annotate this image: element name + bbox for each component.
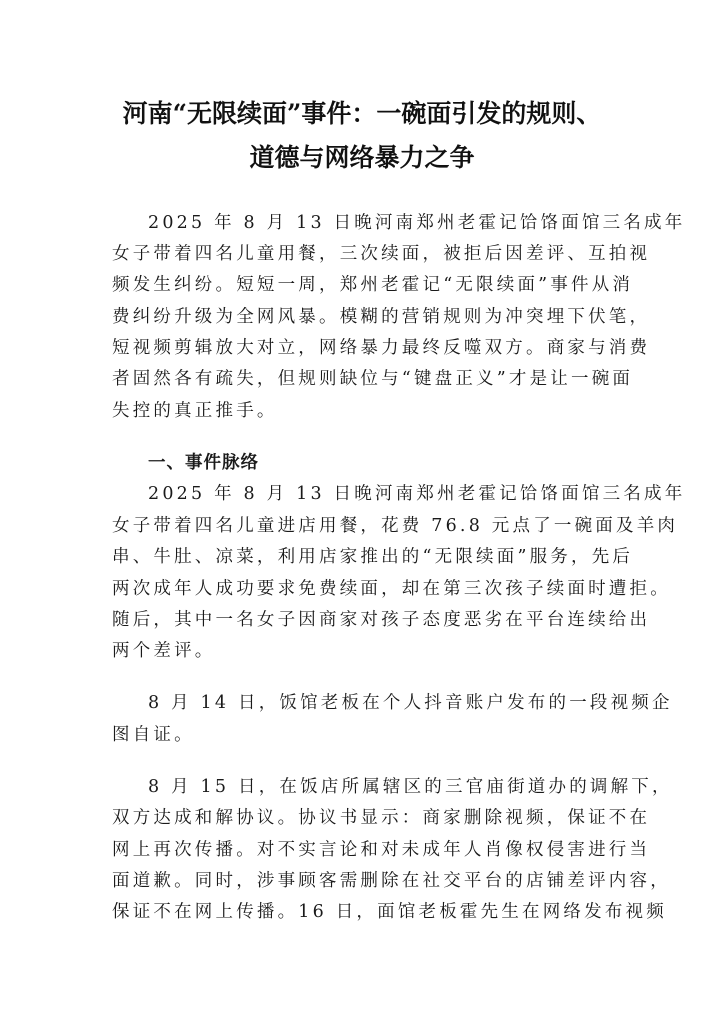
paragraph-2-line: 两次成年人成功要求免费续面，却在第三次孩子续面时遭拒。 (112, 579, 671, 599)
paragraph-1-line: 2025 年 8 月 13 日晚河南郑州老霍记饸饹面馆三名成年 (148, 213, 686, 233)
section-heading-event-timeline: 一、事件脉络 (148, 453, 259, 473)
paragraph-2-line: 串、牛肚、凉菜，利用店家推出的“无限续面”服务，先后 (112, 547, 634, 567)
paragraph-1-line: 频发生纠纷。短短一周，郑州老霍记“无限续面”事件从消 (112, 275, 634, 295)
paragraph-4-line: 双方达成和解协议。协议书显示：商家删除视频，保证不在 (112, 808, 651, 828)
paragraph-4-line: 8 月 15 日，在饭店所属辖区的三官庙街道办的调解下， (148, 777, 673, 797)
paragraph-1-line: 短视频剪辑放大对立，网络暴力最终反噬双方。商家与消费 (112, 338, 651, 358)
paragraph-3-line: 图自证。 (112, 725, 195, 745)
paragraph-4-line: 保证不在网上传播。16 日，面馆老板霍先生在网络发布视频 (112, 902, 667, 922)
paragraph-2-line: 2025 年 8 月 13 日晚河南郑州老霍记饸饹面馆三名成年 (148, 484, 686, 504)
paragraph-1-line: 女子带着四名儿童用餐，三次续面，被拒后因差评、互拍视 (112, 244, 651, 264)
paragraph-3-line: 8 月 14 日，饭馆老板在个人抖音账户发布的一段视频企 (148, 693, 673, 713)
paragraph-2-line: 随后，其中一名女子因商家对孩子态度恶劣在平台连续给出 (112, 610, 651, 630)
paragraph-4-line: 网上再次传播。对不实言论和对未成年人肖像权侵害进行当 (112, 840, 651, 860)
paragraph-1-line: 者固然各有疏失，但规则缺位与“键盘正义”才是让一碗面 (112, 369, 634, 389)
paragraph-4-line: 面道歉。同时，涉事顾客需删除在社交平台的店铺差评内容， (112, 871, 671, 891)
paragraph-1-line: 失控的真正推手。 (112, 401, 278, 421)
paragraph-2-line: 女子带着四名儿童进店用餐，花费 76.8 元点了一碗面及羊肉 (112, 516, 679, 536)
paragraph-2-line: 两个差评。 (112, 641, 216, 661)
document-title-line-1: 河南“无限续面”事件：一碗面引发的规则、 (122, 99, 602, 128)
paragraph-1-line: 费纠纷升级为全网风暴。模糊的营销规则为冲突埋下伏笔， (112, 307, 651, 327)
document-title-line-2: 道德与网络暴力之争 (249, 143, 475, 172)
